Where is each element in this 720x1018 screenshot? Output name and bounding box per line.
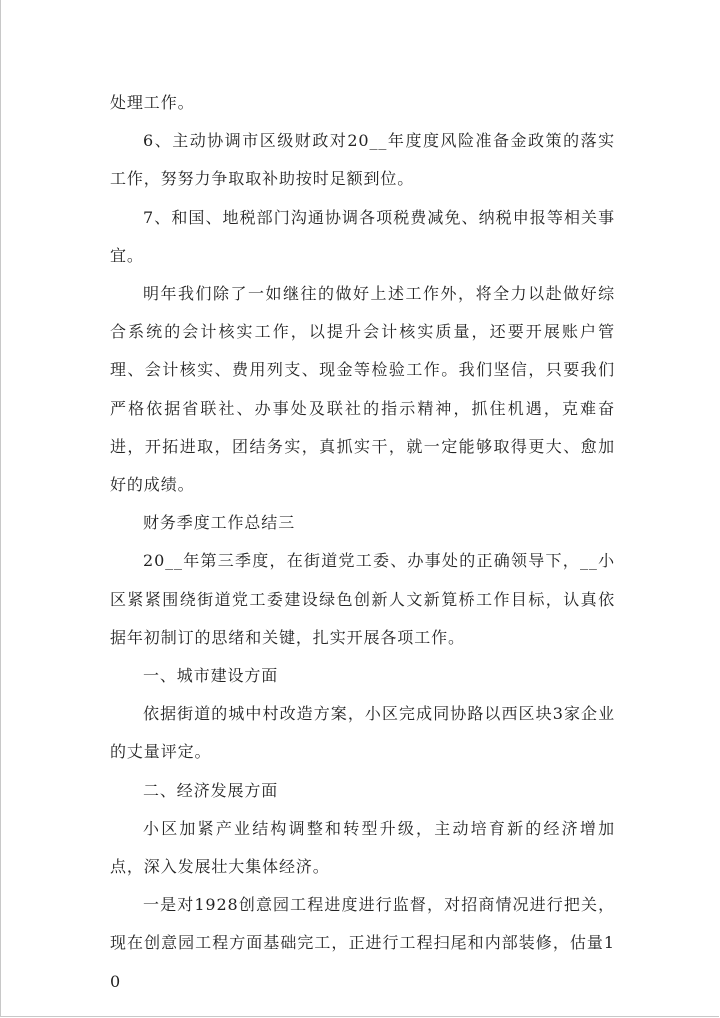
subheading-city-construction: 一、城市建设方面	[143, 666, 279, 686]
paragraph-1: 处理工作。	[110, 93, 195, 112]
paragraph-4: 明年我们除了一如继往的做好上述工作外，将全力以赴做好综合系统的会计核实工作，以提升会计核实质量，还要开展账户管理、会计核实、费用列支、现金等检验工作。我们坚信，只要我们严格依据省联社、办事处及联社的指示精神，抓住机遇，克难奋进，开拓进取，团结务实，真抓实干，就一定能够取得更大、愈加好的成绩。	[110, 284, 615, 495]
paragraph-3: 7、和国、地税部门沟通协调各项税费减免、纳税申报等相关事宜。	[110, 207, 615, 265]
document-body	[110, 84, 615, 1001]
paragraph-8: 依据街道的城中村改造方案，小区完成同协路以西区块3家企业的丈量评定。	[110, 704, 615, 762]
paragraph-11: 一是对1928创意园工程进度进行监督，对招商情况进行把关，现在创意园工程方面基础完工，正进行工程扫尾和内部装修，估量10	[110, 895, 615, 991]
subheading-economic-development: 二、经济发展方面	[143, 780, 279, 800]
paragraph-6: 20__年第三季度，在街道党工委、办事处的正确领导下，__小区紧紧围绕街道党工委建设绿色创新人文新筧桥工作目标，认真依据年初制订的思绪和关键，扎实开展各项工作。	[110, 551, 615, 647]
section-heading-3: 财务季度工作总结三	[143, 513, 296, 533]
paragraph-10: 小区加紧产业结构调整和转型升级，主动培育新的经济增加点，深入发展壮大集体经济。	[110, 818, 615, 877]
paragraph-2: 6、主动协调市区级财政对20__年度度风险准备金政策的落实工作，努努力争取取补助按时足额到位。	[110, 131, 615, 189]
